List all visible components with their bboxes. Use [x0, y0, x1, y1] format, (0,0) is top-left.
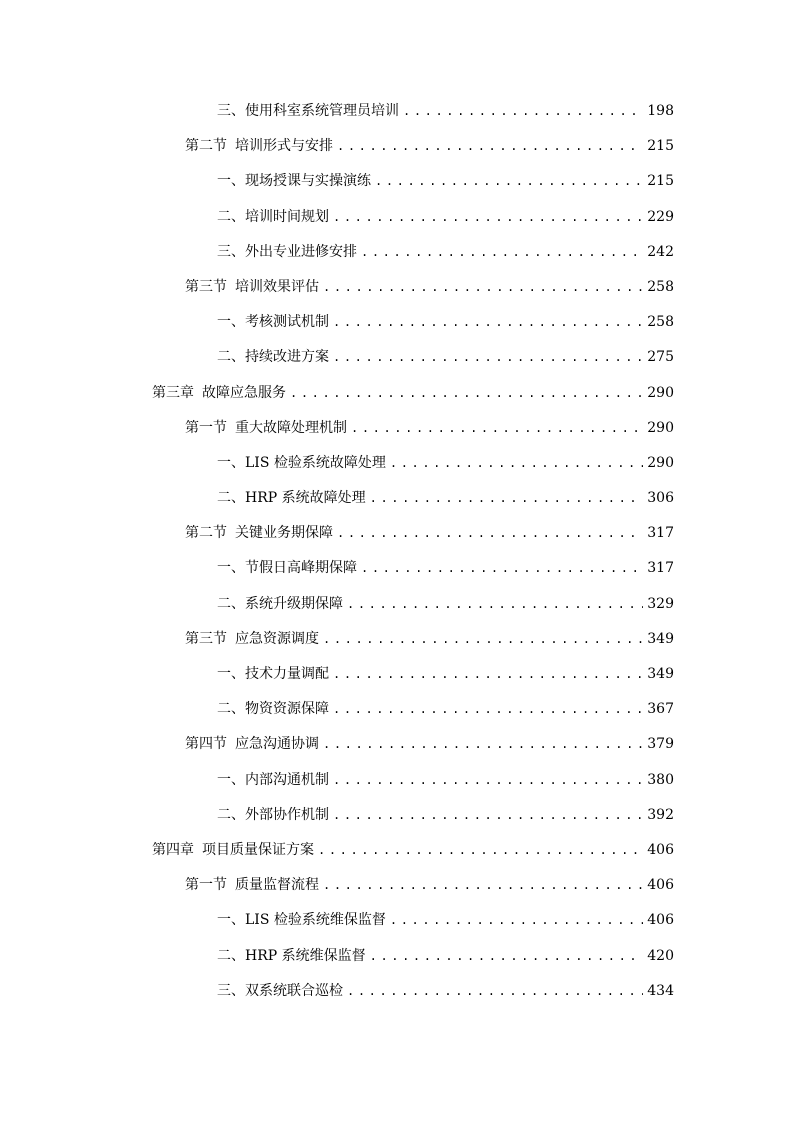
toc-entry-page: 215	[647, 138, 674, 155]
dot-leader	[337, 135, 643, 157]
toc-entry-title: HRP 系统维保监督	[245, 947, 366, 964]
dot-leader	[333, 346, 643, 368]
toc-entry-page: 275	[647, 349, 674, 366]
table-of-contents	[0, 100, 793, 1015]
toc-entry[interactable]	[0, 980, 793, 1015]
toc-entry-title: 培训时间规划	[245, 208, 329, 225]
toc-entry-page: 229	[647, 208, 674, 225]
dot-leader	[333, 804, 643, 826]
toc-entry[interactable]	[0, 874, 793, 909]
toc-entry-page: 379	[647, 736, 674, 753]
toc-entry[interactable]	[0, 135, 793, 170]
toc-entry-number: 二、	[217, 208, 245, 225]
toc-entry[interactable]	[0, 311, 793, 346]
toc-entry-title: 双系统联合巡检	[245, 982, 343, 999]
toc-entry-page: 367	[647, 701, 674, 718]
dot-leader	[323, 276, 643, 298]
toc-entry-page: 434	[647, 982, 674, 999]
toc-entry-number: 第四节	[185, 736, 227, 753]
toc-entry-page: 317	[647, 560, 674, 577]
toc-entry-page: 406	[647, 841, 674, 858]
toc-entry[interactable]	[0, 628, 793, 663]
toc-entry-title: 物资资源保障	[245, 701, 329, 718]
toc-entry-number: 三、	[217, 243, 245, 260]
toc-entry-title: 考核测试机制	[245, 314, 329, 331]
toc-entry[interactable]	[0, 206, 793, 241]
toc-entry-page: 242	[647, 243, 674, 260]
toc-entry[interactable]	[0, 452, 793, 487]
toc-entry-page: 215	[647, 173, 674, 190]
toc-entry-page: 290	[647, 419, 674, 436]
toc-entry[interactable]	[0, 100, 793, 135]
toc-entry[interactable]	[0, 487, 793, 522]
toc-entry[interactable]	[0, 698, 793, 733]
dot-leader	[333, 206, 643, 228]
toc-entry-title: 培训形式与安排	[235, 138, 333, 155]
toc-entry[interactable]	[0, 417, 793, 452]
toc-entry[interactable]	[0, 276, 793, 311]
toc-entry-number: 第二节	[185, 525, 227, 542]
dot-leader	[390, 452, 643, 474]
dot-leader	[333, 311, 643, 333]
dot-leader	[361, 241, 643, 263]
toc-entry-number: 第一节	[185, 419, 227, 436]
toc-entry-page: 349	[647, 666, 674, 682]
toc-entry-page: 406	[647, 877, 674, 894]
toc-entry-page: 317	[647, 525, 674, 542]
toc-entry-number: 二、	[217, 349, 245, 366]
toc-entry-number: 一、	[217, 560, 245, 577]
toc-entry-title: 故障应急服务	[202, 384, 286, 401]
toc-entry[interactable]	[0, 804, 793, 839]
toc-entry-number: 一、	[217, 173, 245, 190]
toc-entry-page: 290	[647, 454, 674, 471]
toc-entry-number: 二、	[217, 806, 245, 823]
toc-entry-title: 使用科室系统管理员培训	[245, 103, 399, 119]
dot-leader	[323, 733, 643, 755]
dot-leader	[333, 769, 643, 791]
toc-entry-page: 198	[647, 103, 674, 119]
toc-entry-number: 第三章	[152, 384, 194, 401]
dot-leader	[318, 839, 643, 861]
toc-entry-page: 406	[647, 912, 674, 929]
toc-entry-title: 质量监督流程	[235, 877, 319, 894]
toc-entry-number: 一、	[217, 771, 245, 788]
dot-leader	[351, 417, 643, 439]
toc-entry-number: 二、	[217, 490, 245, 507]
toc-entry-title: 节假日高峰期保障	[245, 560, 357, 577]
toc-entry-number: 第三节	[185, 278, 227, 295]
toc-entry[interactable]	[0, 945, 793, 980]
dot-leader	[347, 980, 643, 1002]
toc-entry-title: 现场授课与实操演练	[245, 173, 371, 190]
toc-entry-page: 306	[647, 490, 674, 507]
toc-entry-title: 应急沟通协调	[235, 736, 319, 753]
toc-entry-number: 第一节	[185, 877, 227, 894]
toc-entry[interactable]	[0, 839, 793, 874]
toc-entry[interactable]	[0, 241, 793, 276]
toc-entry-page: 392	[647, 806, 674, 823]
dot-leader	[361, 557, 643, 579]
toc-entry-number: 三、	[217, 103, 245, 119]
toc-entry-page: 380	[647, 771, 674, 788]
toc-entry-number: 一、	[217, 666, 245, 682]
toc-entry[interactable]	[0, 593, 793, 628]
toc-entry-number: 一、	[217, 314, 245, 331]
toc-entry-title: LIS 检验系统故障处理	[245, 454, 386, 471]
dot-leader	[323, 628, 643, 650]
toc-entry-page: 258	[647, 278, 674, 295]
toc-entry-title: 外部协作机制	[245, 806, 329, 823]
toc-entry-page: 258	[647, 314, 674, 331]
toc-entry[interactable]	[0, 909, 793, 944]
toc-entry[interactable]	[0, 557, 793, 592]
toc-entry-title: 内部沟通机制	[245, 771, 329, 788]
toc-entry-page: 349	[647, 630, 674, 647]
toc-entry-title: 项目质量保证方案	[202, 841, 314, 858]
toc-entry[interactable]	[0, 733, 793, 768]
toc-entry-number: 二、	[217, 701, 245, 718]
dot-leader	[333, 663, 643, 685]
toc-entry[interactable]	[0, 522, 793, 557]
toc-entry-number: 第三节	[185, 630, 227, 647]
toc-entry[interactable]	[0, 170, 793, 205]
toc-entry-page: 329	[647, 595, 674, 612]
dot-leader	[337, 522, 643, 544]
toc-entry-title: 应急资源调度	[235, 630, 319, 647]
toc-entry-number: 二、	[217, 595, 245, 612]
toc-entry-number: 三、	[217, 982, 245, 999]
toc-entry[interactable]	[0, 769, 793, 804]
toc-entry-number: 第二节	[185, 138, 227, 155]
dot-leader	[390, 909, 643, 931]
toc-entry[interactable]	[0, 382, 793, 417]
toc-entry-title: 系统升级期保障	[245, 595, 343, 612]
toc-entry-number: 二、	[217, 947, 245, 964]
toc-entry-page: 290	[647, 384, 674, 401]
toc-entry-title: 关键业务期保障	[235, 525, 333, 542]
dot-leader	[347, 593, 643, 615]
dot-leader	[370, 945, 644, 967]
toc-entry-title: 持续改进方案	[245, 349, 329, 366]
toc-entry-title: 培训效果评估	[235, 278, 319, 295]
toc-entry-title: HRP 系统故障处理	[245, 490, 366, 507]
dot-leader	[375, 170, 643, 192]
dot-leader	[323, 874, 643, 896]
toc-entry-page: 420	[647, 947, 674, 964]
dot-leader	[370, 487, 644, 509]
toc-entry-title: LIS 检验系统维保监督	[245, 912, 386, 929]
toc-entry-number: 一、	[217, 454, 245, 471]
toc-entry-number: 一、	[217, 912, 245, 929]
toc-entry-number: 第四章	[152, 841, 194, 858]
dot-leader	[333, 698, 643, 720]
toc-entry[interactable]	[0, 346, 793, 381]
dot-leader	[290, 382, 643, 404]
toc-entry-title: 外出专业进修安排	[245, 243, 357, 260]
dot-leader	[403, 100, 643, 122]
toc-entry-title: 重大故障处理机制	[235, 419, 347, 436]
toc-entry-title: 技术力量调配	[245, 666, 329, 682]
toc-entry[interactable]	[0, 663, 793, 698]
